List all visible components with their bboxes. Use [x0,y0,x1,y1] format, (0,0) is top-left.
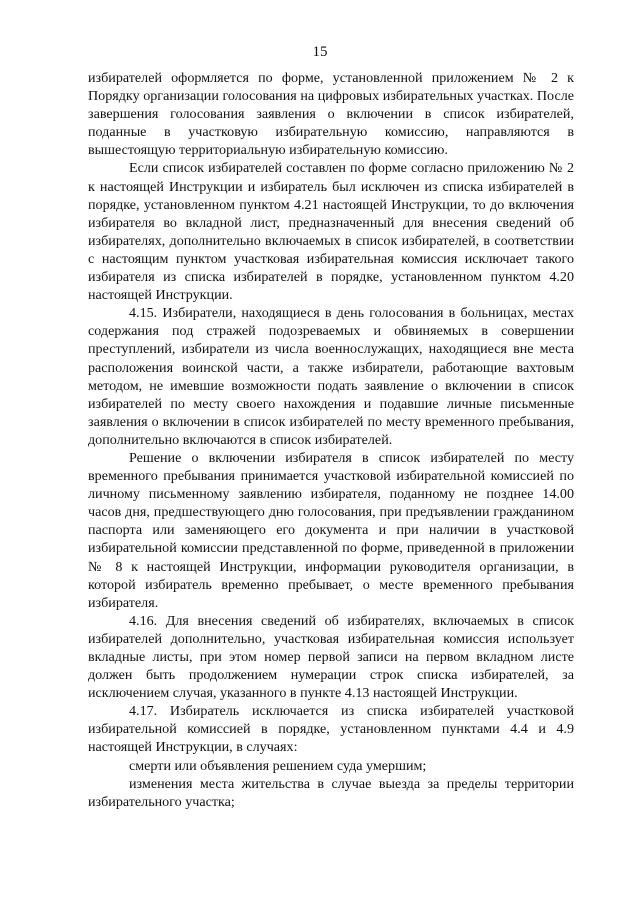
paragraph-4-16: 4.16. Для внесения сведений об избирателях, включаемых в список избирателей дополнительно, участковая избирательная комиссия использует вкладные листы, при этом номер первой записи на первом вкладном листе должен быть продолжением нумерации строк списка избирателей, за исключением случая, указанного в пункте 4.13 настоящей Инструкции. [88,612,574,702]
paragraph-4-17: 4.17. Избиратель исключается из списка избирателей участковой избирательной комиссией в порядке, установленном пунктами 4.4 и 4.9 настоящей Инструкции, в случаях: [88,703,574,756]
paragraph-4-15: 4.15. Избиратели, находящиеся в день голосования в больницах, местах содержания под стражей подозреваемых и обвиняемых в совершении преступлений, избиратели из числа военнослужащих, находящиеся вне места расположения воинской части, а также избиратели, работающие вахтовым методом, не имевшие возможности подать заявление о включении в список избирателей по месту своего нахождения и подавшие личные письменные заявления о включении в список избирателей по месту временного пребывания, дополнительно включаются в список избирателей. [88,305,574,448]
document-body [88,69,574,811]
page-number: 15 [312,44,328,60]
paragraph-decision: Решение о включении избирателя в список избирателей по месту временного пребывания принимается участковой избирательной комиссией по личному письменному заявлению избирателя, поданному не позднее 14.00 часов дня, предшествующего дню голосования, при предъявлении гражданином паспорта или заменяющего его документа и при наличии в участковой избирательной комиссии представленной по форме, приведенной в приложении № 8 к настоящей Инструкции, информации руководителя организации, в которой избиратель временно пребывает, о месте временного пребывания избирателя. [88,449,574,611]
list-item-relocation: изменения места жительства в случае выезда за пределы территории избирательного участка; [88,775,574,810]
list-item-death: смерти или объявления решением суда умершим; [129,757,427,774]
paragraph-1: избирателей оформляется по форме, установленной приложением № 2 к Порядку организации голосования на цифровых избирательных участках. После завершения голосования заявления о включении в список избирателей, поданные в участковую избирательную комиссию, направляются в вышестоящую территориальную избирательную комиссию. [88,70,574,159]
paragraph-2: Если список избирателей составлен по форме согласно приложению № 2 к настоящей Инструкции и избиратель был исключен из списка избирателей в порядке, установленном пунктом 4.21 настоящей Инструкции, то до включения избирателя во вкладной лист, предназначенный для внесения сведений об избирателях, дополнительно включаемых в список избирателей, в соответствии с настоящим пунктом участковая избирательная комиссия исключает такого избирателя из списка избирателей в порядке, установленном пунктом 4.20 настоящей Инструкции. [88,160,574,304]
